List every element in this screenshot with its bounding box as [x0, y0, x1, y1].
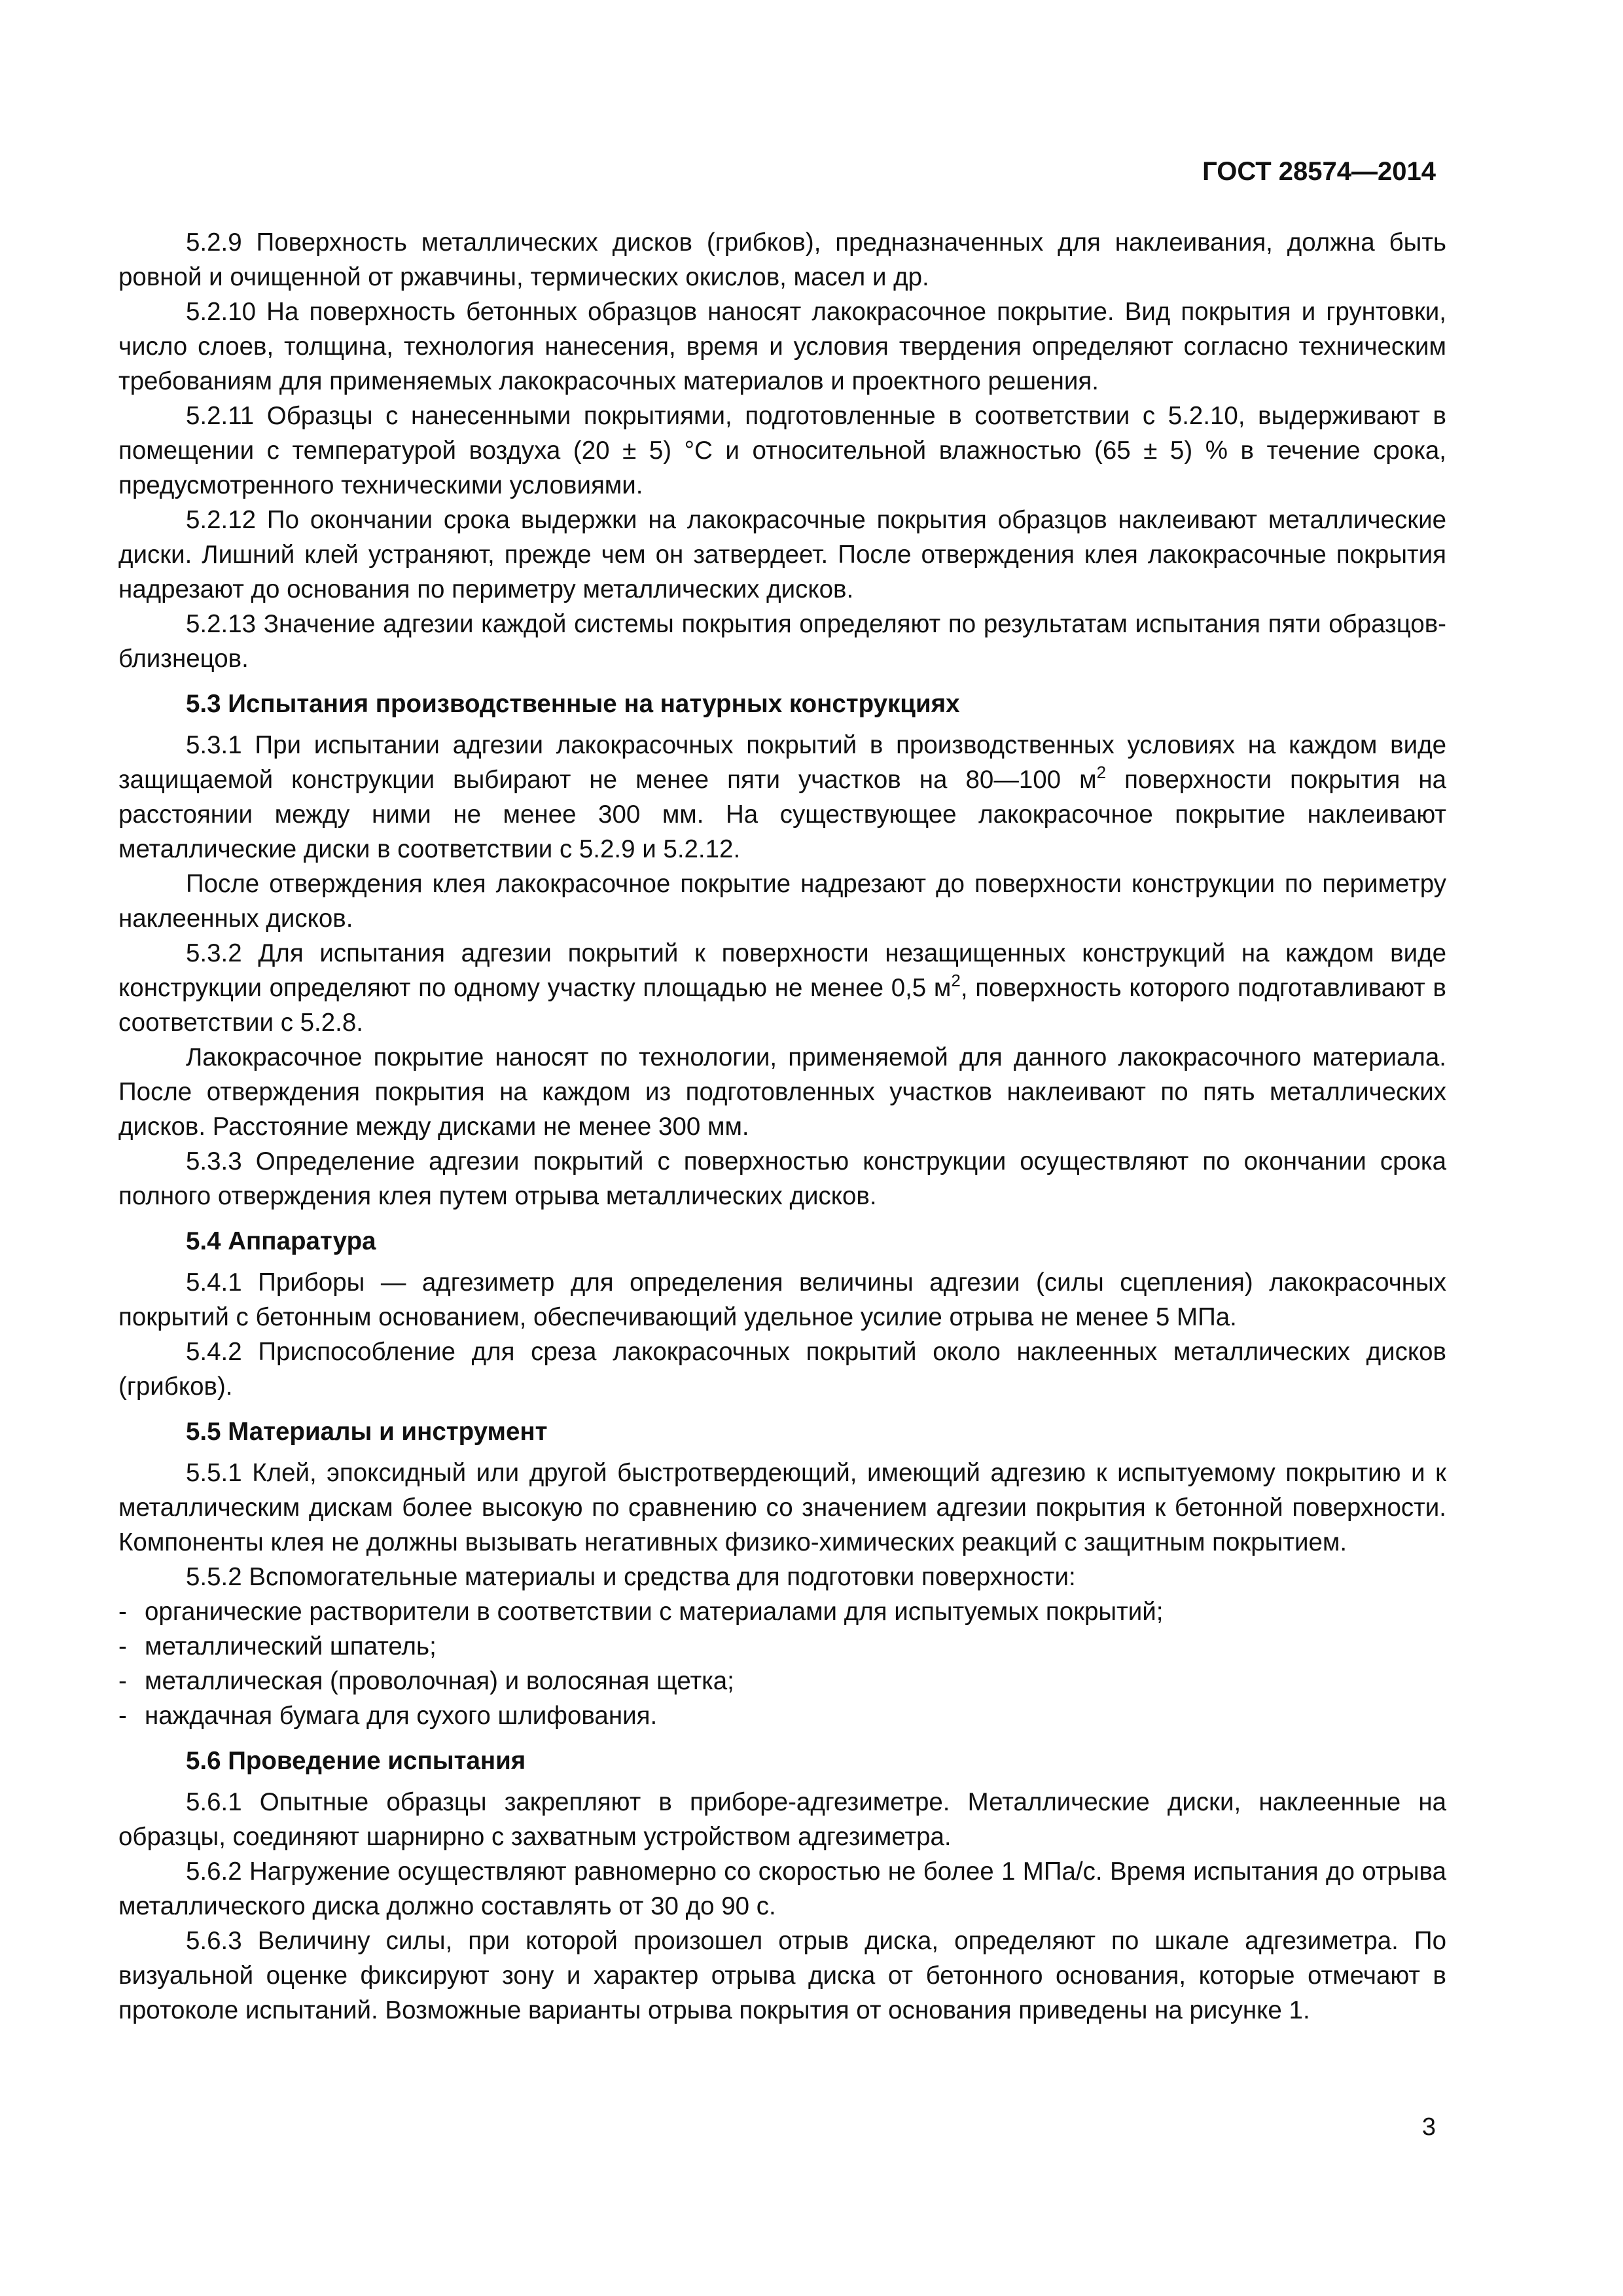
list-item-text: органические растворители в соответствии с материалами для испытуемых покрытий;	[145, 1598, 1164, 1626]
document-body	[118, 225, 1446, 2028]
paragraph-5-4-1: 5.4.1 Приборы — адгезиметр для определения величины адгезии (силы сцепления) лакокрасочных покрытий с бетонным основанием, обеспечивающий удельное усилие отрыва не менее 5 МПа.	[118, 1268, 1446, 1331]
section-heading-5-6: 5.6 Проведение испытания	[186, 1747, 526, 1775]
paragraph-5-5-2: 5.5.2 Вспомогательные материалы и средства для подготовки поверхности:	[186, 1563, 1076, 1591]
paragraph-5-2-9: 5.2.9 Поверхность металлических дисков (грибков), предназначенных для наклеивания, должна быть ровной и очищенной от ржавчины, термических окислов, масел и др.	[118, 228, 1446, 291]
paragraph-5-3-2-continued: Лакокрасочное покрытие наносят по технологии, применяемой для данного лакокрасочного материала. После отверждения покрытия на каждом из подготовленных участков наклеивают по пять металлических дисков. Расстояние между дисками не менее 300 мм.	[118, 1043, 1446, 1141]
section-heading-5-4: 5.4 Аппаратура	[186, 1227, 376, 1255]
paragraph-5-3-2-text-b: , поверхность которого подготавливают в соответствии с 5.2.8.	[118, 974, 1446, 1037]
paragraph-5-5-1: 5.5.1 Клей, эпоксидный или другой быстротвердеющий, имеющий адгезию к испытуемому покрытию и к металлическим дискам более высокую по сравнению со значением адгезии покрытия к бетонной поверхности. Компоненты клея не должны вызывать негативных физико-химических реакций с защитным покрытием.	[118, 1459, 1446, 1556]
section-heading-5-3: 5.3 Испытания производственные на натурных конструкциях	[186, 690, 960, 718]
paragraph-5-3-2	[118, 936, 1446, 1040]
paragraph-5-2-11: 5.2.11 Образцы с нанесенными покрытиями, подготовленные в соответствии с 5.2.10, выдерживают в помещении с температурой воздуха (20 ± 5) °С и относительной влажностью (65 ± 5) % в течение срока, предусмотренного техническими условиями.	[118, 402, 1446, 499]
paragraph-5-3-1-continued: После отверждения клея лакокрасочное покрытие надрезают до поверхности конструкции по периметру наклеенных дисков.	[118, 870, 1446, 933]
page-number: 3	[1421, 2113, 1436, 2141]
document-header: ГОСТ 28574—2014	[1202, 157, 1436, 186]
list-item-text: металлическая (проволочная) и волосяная щетка;	[145, 1667, 734, 1695]
paragraph-5-3-3: 5.3.3 Определение адгезии покрытий с поверхностью конструкции осуществляют по окончании срока полного отверждения клея путем отрыва металлических дисков.	[118, 1147, 1446, 1210]
list-item-text: металлический шпатель;	[145, 1632, 437, 1660]
paragraph-5-4-2: 5.4.2 Приспособление для среза лакокрасочных покрытий около наклеенных металлических дисков (грибков).	[118, 1338, 1446, 1401]
section-heading-5-5: 5.5 Материалы и инструмент	[186, 1418, 548, 1446]
paragraph-5-2-13: 5.2.13 Значение адгезии каждой системы покрытия определяют по результатам испытания пяти образцов-близнецов.	[118, 610, 1446, 673]
list-dash: -	[118, 1598, 127, 1626]
paragraph-5-2-10: 5.2.10 На поверхность бетонных образцов наносят лакокрасочное покрытие. Вид покрытия и грунтовки, число слоев, толщина, технология нанесения, время и условия твердения определяют согласно техническим требованиям для применяемых лакокрасочных материалов и проектного решения.	[118, 298, 1446, 395]
paragraph-5-6-1: 5.6.1 Опытные образцы закрепляют в приборе-адгезиметре. Металлические диски, наклеенные на образцы, соединяют шарнирно с захватным устройством адгезиметра.	[118, 1788, 1446, 1851]
list-item	[118, 1629, 1446, 1664]
list-dash: -	[118, 1632, 127, 1660]
list-item-text: наждачная бумага для сухого шлифования.	[145, 1702, 658, 1730]
list-item	[118, 1594, 1446, 1629]
paragraph-5-3-1	[118, 728, 1446, 867]
list-item	[118, 1664, 1446, 1698]
paragraph-5-3-1-text-b: поверхности покрытия на расстоянии между ними не менее 300 мм. На существующее лакокрасочное покрытие наклеивают металлические диски в соответствии с 5.2.9 и 5.2.12.	[118, 766, 1447, 863]
list-dash: -	[118, 1667, 127, 1695]
list-dash: -	[118, 1702, 127, 1730]
paragraph-5-3-2-text-a: 5.3.2 Для испытания адгезии покрытий к поверхности незащищенных конструкций на каждом виде конструкции определяют по одному участку площадью не менее 0,5 м	[118, 939, 1446, 1002]
paragraph-5-2-12: 5.2.12 По окончании срока выдержки на лакокрасочные покрытия образцов наклеивают металлические диски. Лишний клей устраняют, прежде чем он затвердеет. После отверждения клея лакокрасочные покрытия надрезают до основания по периметру металлических дисков.	[118, 506, 1446, 603]
paragraph-5-6-3: 5.6.3 Величину силы, при которой произошел отрыв диска, определяют по шкале адгезиметра. По визуальной оценке фиксируют зону и характер отрыва диска от бетонного основания, которые отмечают в протоколе испытаний. Возможные варианты отрыва покрытия от основания приведены на рисунке 1.	[118, 1927, 1446, 2024]
paragraph-5-3-1-text-a: 5.3.1 При испытании адгезии лакокрасочных покрытий в производственных условиях на каждом виде защищаемой конструкции выбирают не менее пяти участков на 80—100 м	[118, 731, 1446, 794]
list-item	[118, 1698, 1446, 1733]
superscript-2: 2	[951, 971, 961, 990]
paragraph-5-6-2: 5.6.2 Нагружение осуществляют равномерно со скоростью не более 1 МПа/с. Время испытания до отрыва металлического диска должно составлять от 30 до 90 с.	[118, 1857, 1446, 1920]
superscript-2: 2	[1096, 762, 1107, 782]
